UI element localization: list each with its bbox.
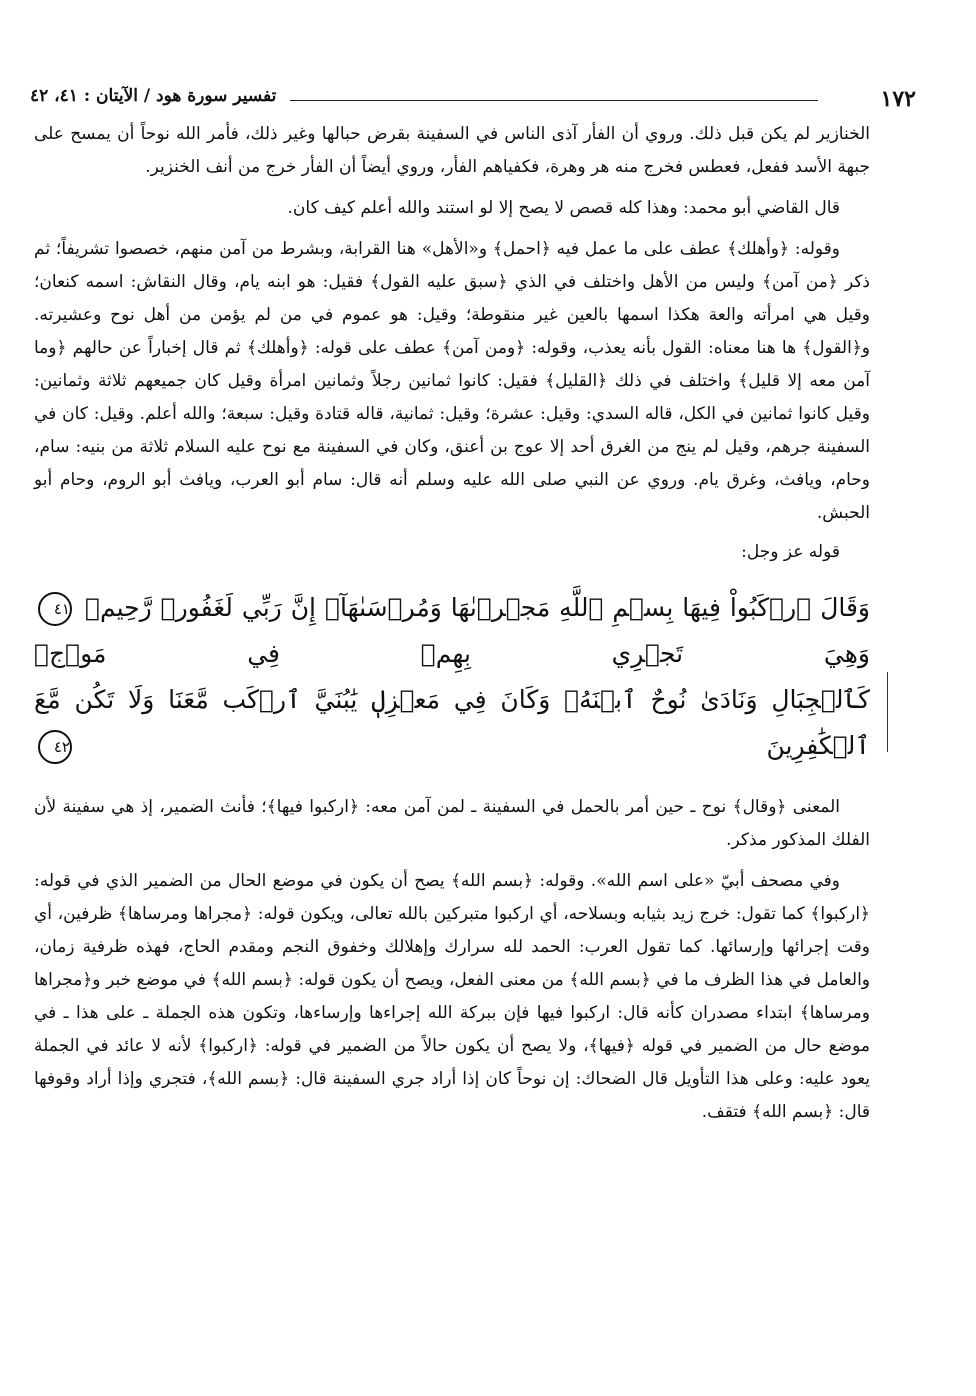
verse-line-1-cont: وَهِيَ تَجۡرِي بِهِمۡ فِي مَوۡجٖ — [34, 639, 870, 668]
paragraph-1: الخنازير لم يكن قبل ذلك. وروي أن الفأر آذى الناس في السفينة بقرض حبالها وغير ذلك، فأمر الله نوحاً أن يمسح على جبهة الأسد ففعل، فعطس فخرج منه هر وهرة، فكفياهم الفأر، وروي أيضاً أن الفأر خرج من أنف الخنزير. — [34, 124, 870, 177]
verse-line-1-text: وَقَالَ ٱرۡكَبُواْ فِيهَا بِسۡمِ ٱللَّهِ مَجۡرٜىٰهَا وَمُرۡسَىٰهَآۚ إِنَّ رَبِّي لَغَفُورٞ رَّحِيمٞ — [84, 593, 870, 622]
running-title: تفسير سورة هود / الآيتان : ٤١، ٤٢ — [30, 86, 277, 106]
paragraph-2: قال القاضي أبو محمد: وهذا كله قصص لا يصح إلا لو استند والله أعلم كيف كان. — [287, 198, 840, 218]
page-body — [34, 118, 870, 1129]
ayah-number-42: ٤٢ — [38, 730, 72, 764]
margin-rule — [887, 672, 888, 752]
quran-verse — [34, 585, 870, 769]
page-number: ١٧٢ — [880, 86, 916, 112]
header-rule — [290, 100, 818, 101]
paragraph-4: المعنى ﴿وقال﴾ نوح ـ حين أمر بالحمل في السفينة ـ لمن آمن معه: ﴿اركبوا فيها﴾؛ فأنث الضمير، إذ هي سفينة لأن الفلك المذكور مذكر. — [34, 797, 870, 850]
verse-line-2-text: كَٱلۡجِبَالِ وَنَادَىٰ نُوحٌ ٱبۡنَهُۥ وَكَانَ فِي مَعۡزِلٖ يَٰبُنَيَّ ٱرۡكَب مَّعَنَا وَلَا تَكُن مَّعَ ٱلۡكَٰفِرِينَ — [34, 685, 870, 760]
ayah-number-41: ٤١ — [38, 592, 72, 626]
verse-intro: قوله عز وجل: — [741, 542, 840, 562]
verse-line-1 — [34, 585, 870, 677]
verse-line-2 — [34, 677, 870, 769]
paragraph-3: وقوله: ﴿وأهلك﴾ عطف على ما عمل فيه ﴿احمل﴾ و«الأهل» هنا القرابة، وبشرط من آمن منهم، خصصوا تشريفاً؛ ثم ذكر ﴿من آمن﴾ وليس من الأهل واختلف في الذي ﴿سبق عليه القول﴾ فقيل: هو ابنه يام، وقال النقاش: اسمه كنعان؛ وقيل هي امرأته والعة هكذا اسمها بالعين غير منقوطة؛ وقيل: هو عموم في من لم يؤمن من أهل نوح وعشيرته. و﴿القول﴾ ها هنا معناه: القول بأنه يعذب، وقوله: ﴿ومن آمن﴾ عطف على قوله: ﴿وأهلك﴾ ثم قال إخباراً عن حالهم ﴿وما آمن معه إلا قليل﴾ واختلف في ذلك ﴿القليل﴾ فقيل: كانوا ثمانين رجلاً وثمانين امرأة وقيل كان جميعهم ثلاثة وثمانين: وقيل كانوا ثمانين في الكل، قاله السدي: وقيل: عشرة؛ وقيل: ثمانية، قاله قتادة وقيل: سبعة؛ والله أعلم. وقيل: كان في السفينة جرهم، وقيل لم ينج من الغرق أحد إلا عوج بن أعنق، وكان في السفينة مع نوح عليه السلام ثلاثة من بنيه: سام، وحام، ويافث، وغرق يام. وروي عن النبي صلى الله عليه وسلم أنه قال: سام أبو العرب، ويافث أبو الروم، وحام أبو الحبش. — [34, 239, 870, 523]
paragraph-5: وفي مصحف أبيّ «على اسم الله». وقوله: ﴿بسم الله﴾ يصح أن يكون في موضع الحال من الضمير الذي في قوله: ﴿اركبوا﴾ كما تقول: خرج زيد بثيابه وبسلاحه، أي اركبوا متبركين بالله تعالى، ويكون قوله: ﴿مجراها ومرساها﴾ ظرفين، أي وقت إجرائها وإرسائها. كما تقول العرب: الحمد لله سرارك وإهلالك وخفوق النجم ومقدم الحاج، فهذه ظرفية زمان، والعامل في هذا الظرف ما في ﴿بسم الله﴾ من معنى الفعل، ويصح أن يكون قوله: ﴿بسم الله﴾ في موضع خبر و﴿مجراها ومرساها﴾ ابتداء مصدران كأنه قال: اركبوا فيها فإن ببركة الله إجراءها وإرساءها، وتكون هذه الجملة ـ على هذا ـ في موضع حال من الضمير في قوله ﴿فيها﴾، ولا يصح أن يكون حالاً من الضمير في قوله: ﴿اركبوا﴾ لأنه لا عائد في الجملة يعود عليه: وعلى هذا التأويل قال الضحاك: إن نوحاً كان إذا أراد جري السفينة قال: ﴿بسم الله﴾، فتجري وإذا أراد وقوفها قال: ﴿بسم الله﴾ فتقف. — [34, 871, 870, 1122]
